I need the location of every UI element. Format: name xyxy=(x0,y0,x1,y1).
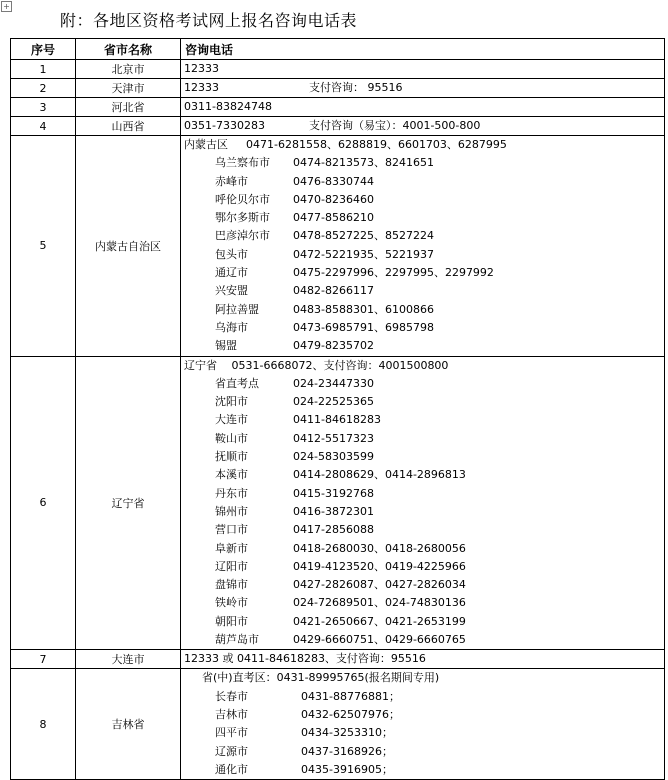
row-province: 河北省 xyxy=(76,98,181,117)
row-province: 北京市 xyxy=(76,60,181,79)
list-item: 巴彦淖尔市 0478-8527225、8527224 xyxy=(215,229,434,243)
row-number: 8 xyxy=(11,669,76,780)
header-number: 序号 xyxy=(11,39,76,60)
row-number: 5 xyxy=(11,136,76,357)
row-phone-cell xyxy=(181,117,665,136)
row-number: 3 xyxy=(11,98,76,117)
phone-text: 12333 xyxy=(184,81,219,94)
row-number: 4 xyxy=(11,117,76,136)
row-province: 大连市 xyxy=(76,650,181,669)
list-item: 锡盟 0479-8235702 xyxy=(215,339,374,353)
table-anchor-icon[interactable]: + xyxy=(1,1,12,12)
list-item: 省直考点 024-23447330 xyxy=(215,376,374,390)
region-head-line: 辽宁省 0531-6668072、支付咨询：4001500800 xyxy=(184,358,449,372)
list-item: 抚顺市 024-58303599 xyxy=(215,450,374,464)
list-item: 鄂尔多斯市 0477-8586210 xyxy=(215,211,374,225)
page-title: 附：各地区资格考试网上报名咨询电话表 xyxy=(60,11,358,30)
phone-table xyxy=(10,38,665,780)
table-row xyxy=(11,356,665,650)
row-phone-cell xyxy=(181,650,665,669)
row-number: 6 xyxy=(11,356,76,650)
list-item: 通化市 0435-3916905； xyxy=(215,762,393,776)
list-item: 辽源市 0437-3168926； xyxy=(215,744,393,758)
list-item: 通辽市 0475-2297996、2297995、2297992 xyxy=(215,266,494,280)
list-item: 沈阳市 024-22525365 xyxy=(215,395,374,409)
list-item: 大连市 0411-84618283 xyxy=(215,413,381,427)
phone-text: 12333 xyxy=(184,62,219,75)
table-row xyxy=(11,136,665,357)
list-item: 阿拉善盟 0483-8588301、6100866 xyxy=(215,302,434,316)
list-item: 长春市 0431-88776881； xyxy=(215,689,400,703)
phone-text: 0311-83824748 xyxy=(184,100,272,113)
row-phone-cell xyxy=(181,60,665,79)
payment-text: 支付咨询（易宝）：4001-500-800 xyxy=(308,119,481,132)
phone-text: 12333 或 0411-84618283、支付咨询：95516 xyxy=(184,652,426,666)
row-phone-cell xyxy=(181,136,665,357)
table-row xyxy=(11,60,665,79)
list-item: 乌海市 0473-6985791、6985798 xyxy=(215,320,434,334)
table-row xyxy=(11,650,665,669)
list-item: 铁岭市 024-72689501、024-74830136 xyxy=(215,596,466,610)
phone-text: 0351-7330283 xyxy=(184,119,265,132)
row-number: 7 xyxy=(11,650,76,669)
list-item: 锦州市 0416-3872301 xyxy=(215,504,374,518)
list-item: 盘锦市 0427-2826087、0427-2826034 xyxy=(215,578,466,592)
list-item: 朝阳市 0421-2650667、0421-2653199 xyxy=(215,614,466,628)
list-item: 营口市 0417-2856088 xyxy=(215,523,374,537)
row-phone-cell xyxy=(181,669,665,780)
row-phone-cell xyxy=(181,79,665,98)
row-phone-cell xyxy=(181,98,665,117)
region-tel: 0471-6281558、6288819、6601703、6287995 xyxy=(246,138,507,151)
row-province: 天津市 xyxy=(76,79,181,98)
list-item: 辽阳市 0419-4123520、0419-4225966 xyxy=(215,559,466,573)
row-province: 辽宁省 xyxy=(76,356,181,650)
row-number: 2 xyxy=(11,79,76,98)
payment-text: 支付咨询： 95516 xyxy=(309,81,403,94)
list-item: 包头市 0472-5221935、5221937 xyxy=(215,247,434,261)
table-row xyxy=(11,79,665,98)
row-phone-cell xyxy=(181,356,665,650)
list-item: 乌兰察布市 0474-8213573、8241651 xyxy=(215,156,434,170)
region-head-line xyxy=(184,136,664,154)
list-item: 葫芦岛市 0429-6660751、0429-6660765 xyxy=(215,633,466,647)
region-head-line: 省(中)直考区：0431-89995765(报名期间专用) xyxy=(202,671,440,685)
table-header-row xyxy=(11,39,665,60)
table-row xyxy=(11,669,665,780)
list-item: 丹东市 0415-3192768 xyxy=(215,486,374,500)
row-province: 内蒙古自治区 xyxy=(76,136,181,357)
list-item: 呼伦贝尔市 0470-8236460 xyxy=(215,192,374,206)
list-item: 鞍山市 0412-5517323 xyxy=(215,431,374,445)
table-row xyxy=(11,117,665,136)
list-item: 吉林市 0432-62507976； xyxy=(215,707,400,721)
table-row xyxy=(11,98,665,117)
header-province: 省市名称 xyxy=(76,39,181,60)
row-number: 1 xyxy=(11,60,76,79)
list-item: 阜新市 0418-2680030、0418-2680056 xyxy=(215,541,466,555)
header-phone: 咨询电话 xyxy=(181,39,665,60)
region-name: 内蒙古区 xyxy=(184,138,228,151)
list-item: 四平市 0434-3253310； xyxy=(215,726,393,740)
row-province: 山西省 xyxy=(76,117,181,136)
list-item: 兴安盟 0482-8266117 xyxy=(215,284,374,298)
list-item: 本溪市 0414-2808629、0414-2896813 xyxy=(215,468,466,482)
list-item: 赤峰市 0476-8330744 xyxy=(215,174,374,188)
row-province: 吉林省 xyxy=(76,669,181,780)
